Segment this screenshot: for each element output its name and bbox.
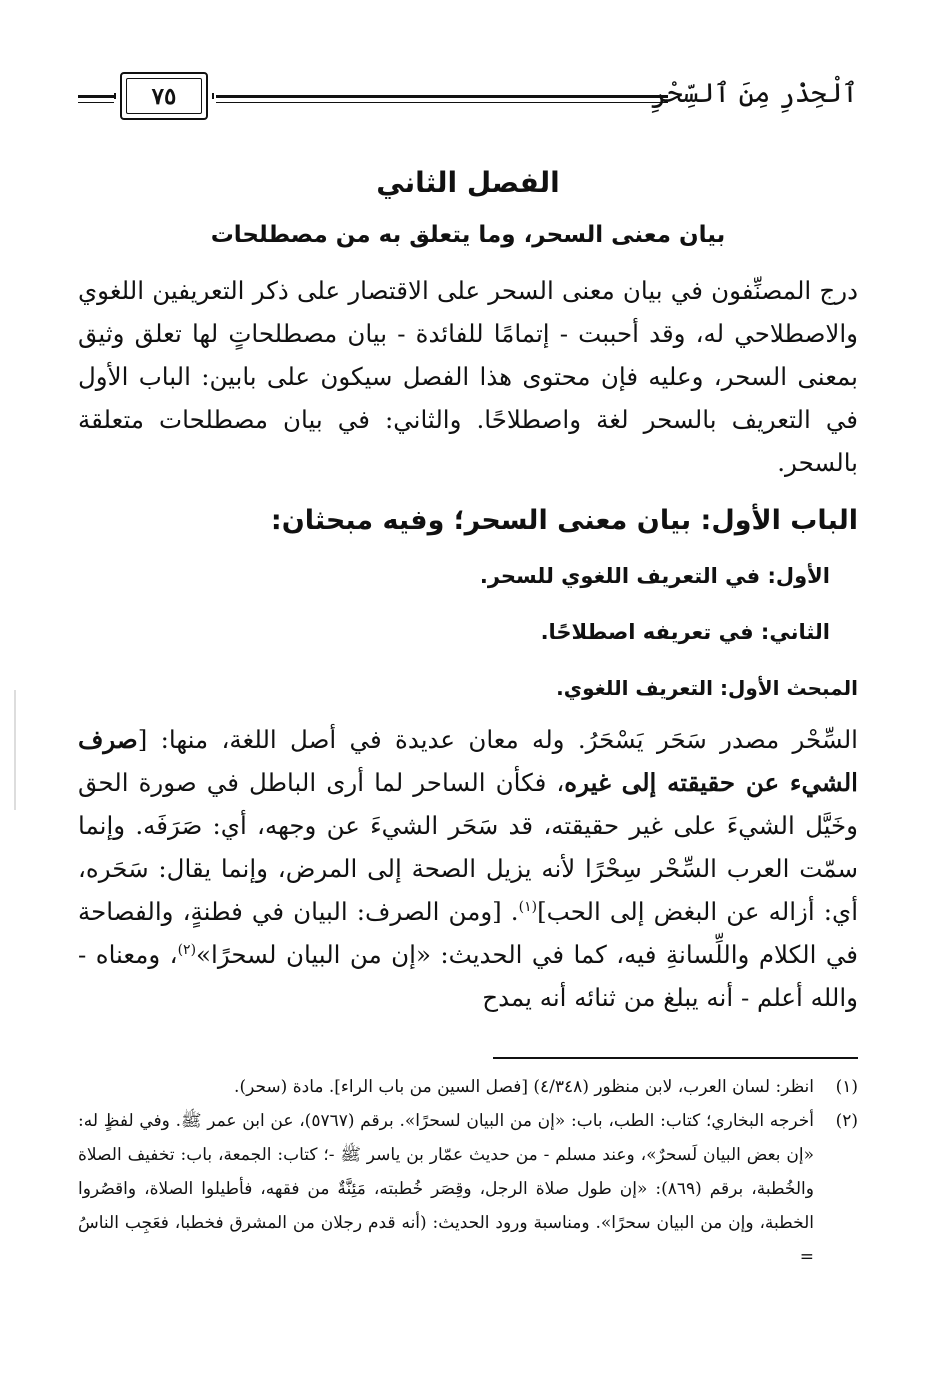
footnote-ref-2: (٢) (177, 941, 197, 958)
main-paragraph (78, 718, 858, 1019)
main-text-part-4: ، ومعناه - والله أعلم - أنه يبلغ من ثنائه أنه يمدح (78, 940, 858, 1012)
margin-mark (14, 690, 16, 810)
page-number-frame (120, 72, 208, 120)
footnote-number: (٢) (835, 1111, 858, 1131)
book-page (78, 0, 858, 1382)
subsection-heading: المبحث الأول: التعريف اللغوي. (556, 676, 858, 700)
running-title: ٱلْحِذْرِ مِنَ ٱلسِّحْرِ (650, 78, 858, 109)
footnote-ref-1: (١) (518, 898, 538, 915)
header-rule-short (78, 95, 114, 103)
footnote (78, 1070, 858, 1104)
main-text-part-1: السِّحْر مصدر سَحَر يَسْحَرُ. وله معان عديدة في أصل اللغة، منها: [ (137, 725, 858, 754)
topic-item-first: الأول: في التعريف اللغوي للسحر. (479, 564, 830, 588)
main-bold-phrase: صرف الشيء عن حقيقته إلى غيره (78, 725, 858, 797)
page-number: ٧٥ (151, 82, 177, 110)
footnotes (78, 1070, 858, 1274)
intro-paragraph: درج المصنِّفون في بيان معنى السحر على الاقتصار على ذكر التعريفين اللغوي والاصطلاحي له، وقد أحببت - إتمامًا للفائدة - بيان مصطلحاتٍ لها تعلق وثيق بمعنى السحر، وعليه فإن محتوى هذا الفصل سيكون على بابين: الباب الأول في التعريف بالسحر لغة واصطلاحًا. والثاني: في بيان مصطلحات متعلقة بالسحر. (78, 276, 858, 477)
main-text-part-3: . [ومن الصرف: البيان في فطنةٍ، والفصاحة في الكلام واللِّسانةِ فيه، كما في الحديث: «إن من البيان لسحرًا» (78, 897, 858, 969)
footnote (78, 1104, 858, 1274)
topic-item-second: الثاني: في تعريفه اصطلاحًا. (540, 620, 830, 644)
footnote-text: انظر: لسان العرب، لابن منظور (٤/٣٤٨) [فصل السين من باب الراء]. مادة (سحر). (234, 1077, 814, 1097)
section-heading: الباب الأول: بيان معنى السحر؛ وفيه مبحثان: (270, 505, 858, 536)
chapter-title: الفصل الثاني (376, 166, 560, 199)
main-text-part-2: ، فكأن الساحر لما أرى الباطل في صورة الحق وخَيَّل الشيءَ على غير حقيقته، قد سَحَر الشيءَ عن وجهه، أي: صَرَفَه. وإنما سمّت العرب السِّحْر سِحْرًا لأنه يزيل الصحة إلى المرض، وإنما يقال: سَحَره، أي: أزاله عن البغض إلى الحب] (78, 768, 859, 926)
header-rule (216, 95, 668, 103)
footnote-separator (493, 1057, 858, 1059)
footnote-text: أخرجه البخاري؛ كتاب: الطب، باب: «إن من البيان لسحرًا». برقم (٥٧٦٧)، عن ابن عمر ﷺ. وفي لفظٍ له: «إن بعض البيان لَسحرٌ»، وعند مسلم - من حديث عمّار بن ياسر ﷺ -؛ كتاب: الجمعة، باب: تخفيف الصلاة والخُطبة، برقم (٨٦٩): «إن طول صلاة الرجل، وقِصَر خُطبته، مَئِنَّةٌ من فقهه، فأطيلوا الصلاة، واقصُروا الخطبة، وإن من البيان سحرًا». ومناسبة ورود الحديث: (أنه قدم رجلان من المشرق فخطبا، فعَجِب الناسُ = (78, 1111, 814, 1267)
chapter-subtitle: بيان معنى السحر، وما يتعلق به من مصطلحات (210, 222, 726, 248)
page-header (78, 68, 858, 124)
footnote-number: (١) (835, 1077, 858, 1097)
